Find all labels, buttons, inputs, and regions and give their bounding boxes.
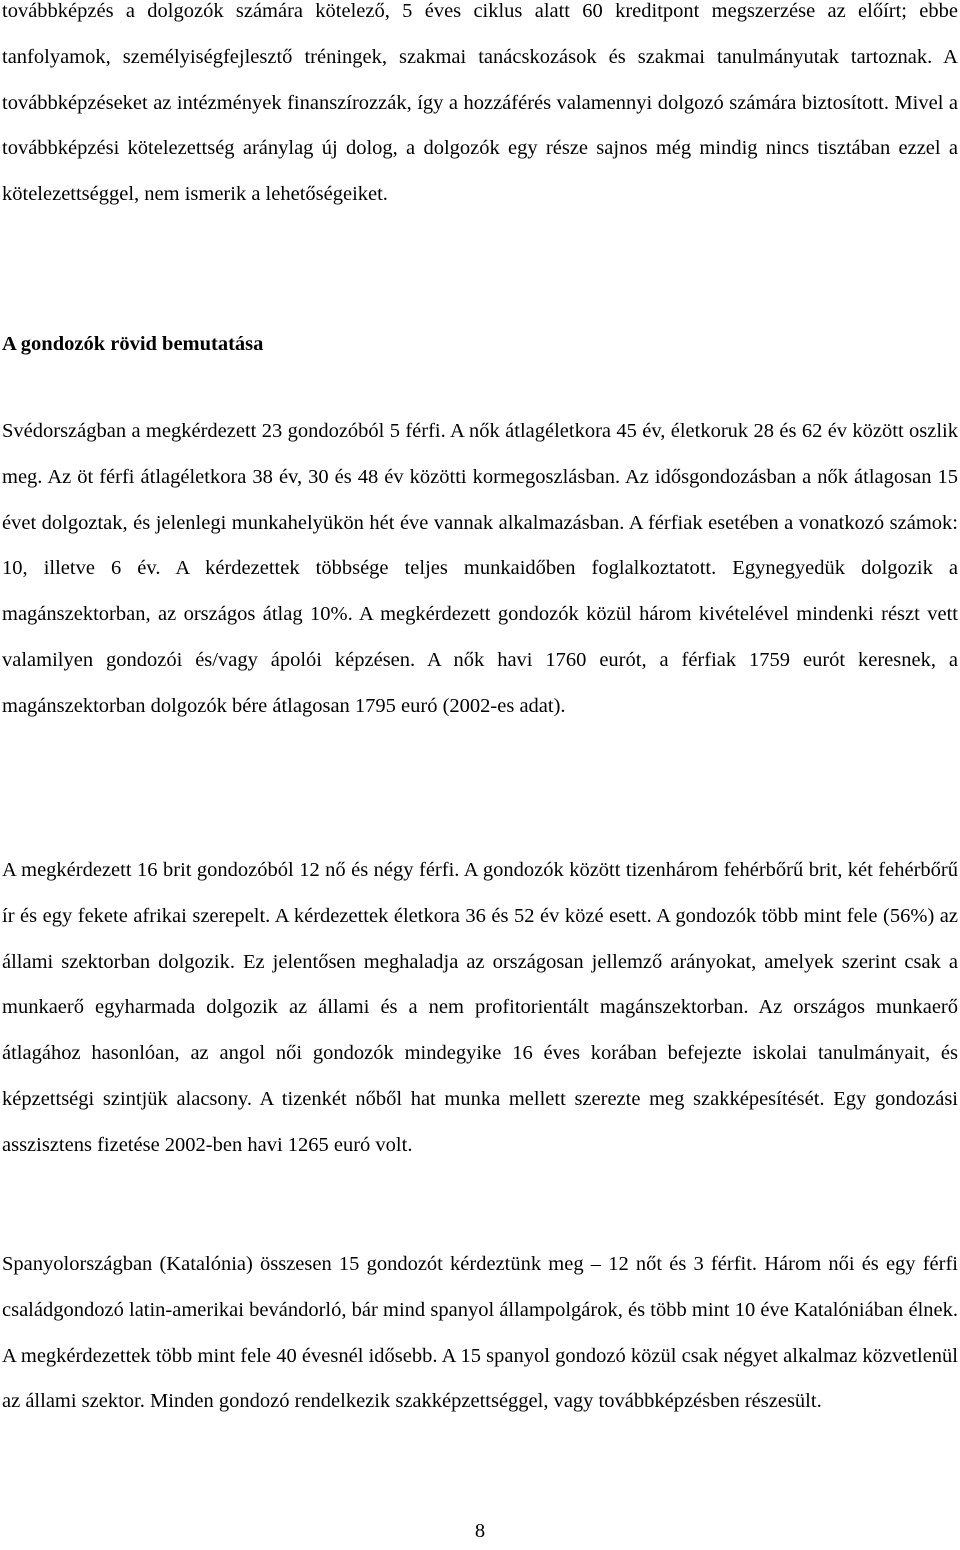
paragraph-spain: Spanyolországban (Katalónia) összesen 15 gondozót kérdeztünk meg – 12 nőt és 3 férfit. Három női és egy férfi családgondozó latin-amerikai bevándorló, bár mind spanyol állampolgárok, és több mint 10 éve Katalóniában élnek. A megkérdezettek több mint fele 40 évesnél idősebb. A 15 spanyol gondozó közül csak négyet alkalmaz közvetlenül az állami szektor. Minden gondozó rendelkezik szakképzettséggel, vagy továbbképzésben részesült. bbox=[2, 1253, 958, 1413]
section-heading: A gondozók rövid bemutatása bbox=[2, 333, 264, 355]
paragraph-training-obligation: továbbképzés a dolgozók számára kötelező, 5 éves ciklus alatt 60 kreditpont megszerzése az előírt; ebbe tanfolyamok, személyiségfejlesztő tréningek, szakmai tanácskozások és szakmai tanulmányutak tartoznak. A továbbképzéseket az intézmények finanszírozzák, így a hozzáférés valamennyi dolgozó számára biztosított. Mivel a továbbképzési kötelezettség aránylag új dolog, a dolgozók egy része sajnos még mindig nincs tisztában ezzel a kötelezettséggel, nem ismerik a lehetőségeiket. bbox=[2, 0, 958, 206]
paragraph-sweden: Svédországban a megkérdezett 23 gondozóból 5 férfi. A nők átlagéletkora 45 év, életkoruk 28 és 62 év között oszlik meg. Az öt férfi átlagéletkora 38 év, 30 és 48 év közötti kormegoszlásban. Az idősgondozásban a nők átlagosan 15 évet dolgoztak, és jelenlegi munkahelyükön hét éve vannak alkalmazásban. A férfiak esetében a vonatkozó számok: 10, illetve 6 év. A kérdezettek többsége teljes munkaidőben foglalkoztatott. Egynegyedük dolgozik a magánszektorban, az országos átlag 10%. A megkérdezett gondozók közül három kivételével mindenki részt vett valamilyen gondozói és/vagy ápolói képzésen. A nők havi 1760 eurót, a férfiak 1759 eurót keresnek, a magánszektorban dolgozók bére átlagosan 1795 euró (2002-es adat). bbox=[2, 420, 958, 717]
paragraph-britain: A megkérdezett 16 brit gondozóból 12 nő és négy férfi. A gondozók között tizenhárom fehérbőrű brit, két fehérbőrű ír és egy fekete afrikai szerepelt. A kérdezettek életkora 36 és 52 év közé esett. A gondozók több mint fele (56%) az állami szektorban dolgozik. Ez jelentősen meghaladja az országosan jellemző arányokat, amelyek szerint csak a munkaerő egyharmada dolgozik az állami és a nem profitorientált magánszektorban. Az országos munkaerő átlagához hasonlóan, az angol női gondozók mindegyike 16 éves korában befejezte iskolai tanulmányait, és képzettségi szintjük alacsony. A tizenkét nőből hat munka mellett szerezte meg szakképesítését. Egy gondozási asszisztens fizetése 2002-ben havi 1265 euró volt. bbox=[2, 859, 958, 1156]
page-number: 8 bbox=[474, 1520, 486, 1542]
